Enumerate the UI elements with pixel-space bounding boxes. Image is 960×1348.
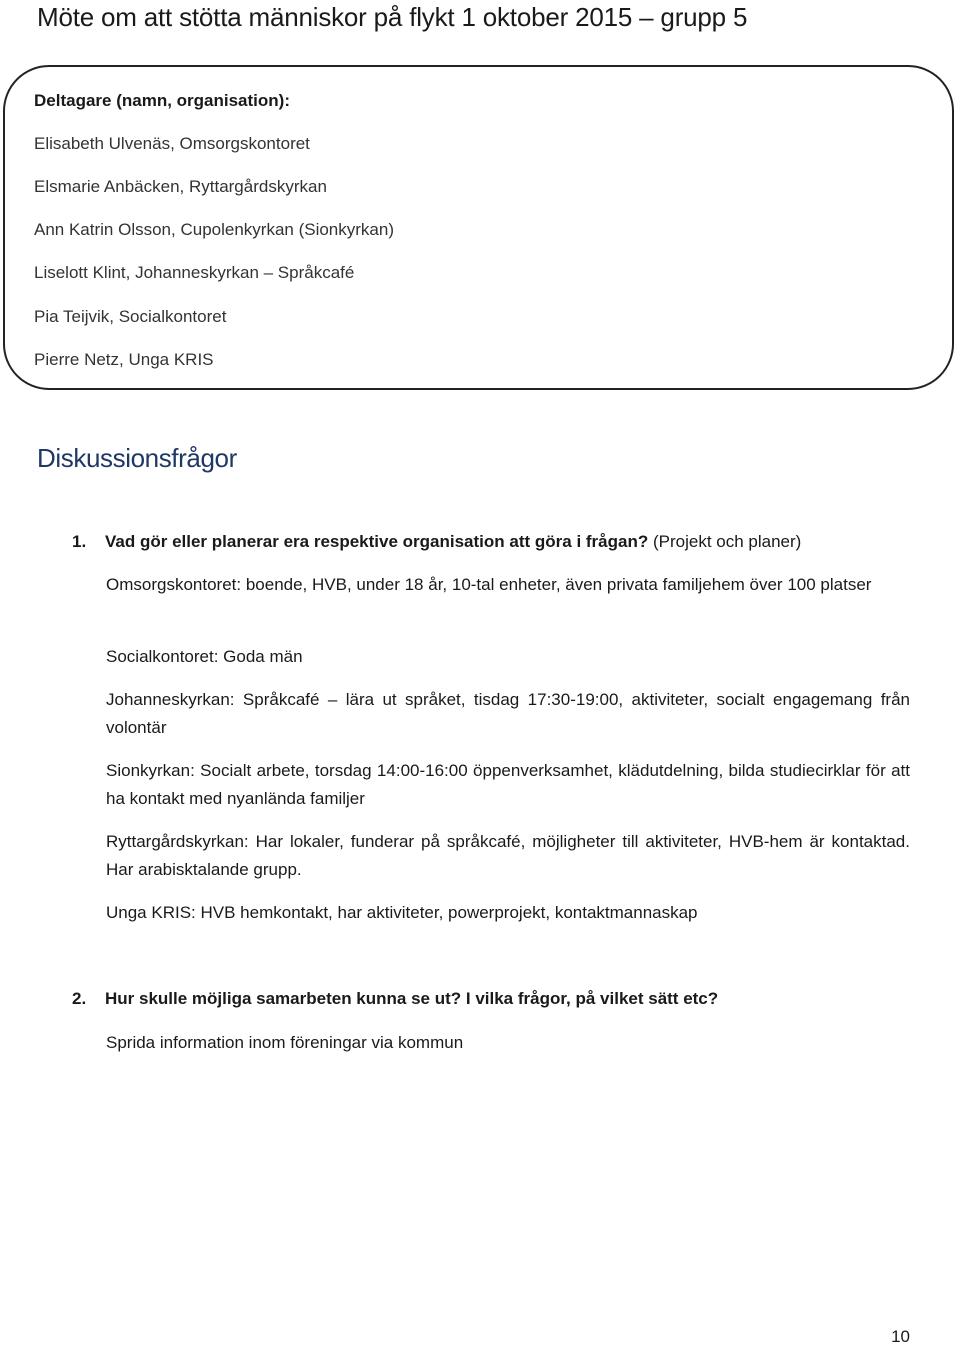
answer-paragraph: Sionkyrkan: Socialt arbete, torsdag 14:00-16:00 öppenverksamhet, klädutdelning, bilda studiecirklar för att ha kontakt med nyanlända familjer	[106, 761, 910, 808]
participants-heading: Deltagare (namn, organisation):	[34, 91, 290, 110]
question-1	[72, 531, 912, 553]
answer-paragraph: Ryttargårdskyrkan: Har lokaler, funderar på språkcafé, möjligheter till aktiviteter, HVB-hem är kontaktad. Har arabisktalande grupp.	[106, 832, 910, 879]
answer-paragraph: Socialkontoret: Goda män	[106, 647, 303, 666]
participant-item: Pierre Netz, Unga KRIS	[34, 350, 214, 369]
question-number: 2.	[72, 989, 87, 1008]
participant-item: Elisabeth Ulvenäs, Omsorgskontoret	[34, 134, 310, 153]
participant-item: Elsmarie Anbäcken, Ryttargårdskyrkan	[34, 177, 327, 196]
question-number: 1.	[72, 532, 87, 551]
answer-paragraph: Sprida information inom föreningar via kommun	[106, 1033, 464, 1052]
question-text: Vad gör eller planerar era respektive organisation att göra i frågan?	[105, 532, 649, 551]
page-title: Möte om att stötta människor på flykt 1 oktober 2015 – grupp 5	[37, 2, 748, 32]
participant-item: Pia Teijvik, Socialkontoret	[34, 307, 227, 326]
answer-paragraph: Unga KRIS: HVB hemkontakt, har aktiviteter, powerprojekt, kontaktmannaskap	[106, 903, 698, 922]
answer-paragraph: Johanneskyrkan: Språkcafé – lära ut språket, tisdag 17:30-19:00, aktiviteter, socialt engagemang från volontär	[106, 690, 910, 737]
answer-paragraph: Omsorgskontoret: boende, HVB, under 18 år, 10-tal enheter, även privata familjehem över 100 platser	[106, 575, 872, 594]
participant-item: Liselott Klint, Johanneskyrkan – Språkcafé	[34, 263, 355, 282]
question-suffix: (Projekt och planer)	[648, 532, 802, 551]
question-2	[72, 988, 912, 1010]
page-number: 10	[891, 1327, 910, 1346]
question-text: Hur skulle möjliga samarbeten kunna se ut? I vilka frågor, på vilket sätt etc?	[105, 989, 719, 1008]
discussion-heading: Diskussionsfrågor	[37, 443, 237, 473]
participant-item: Ann Katrin Olsson, Cupolenkyrkan (Sionkyrkan)	[34, 220, 394, 239]
